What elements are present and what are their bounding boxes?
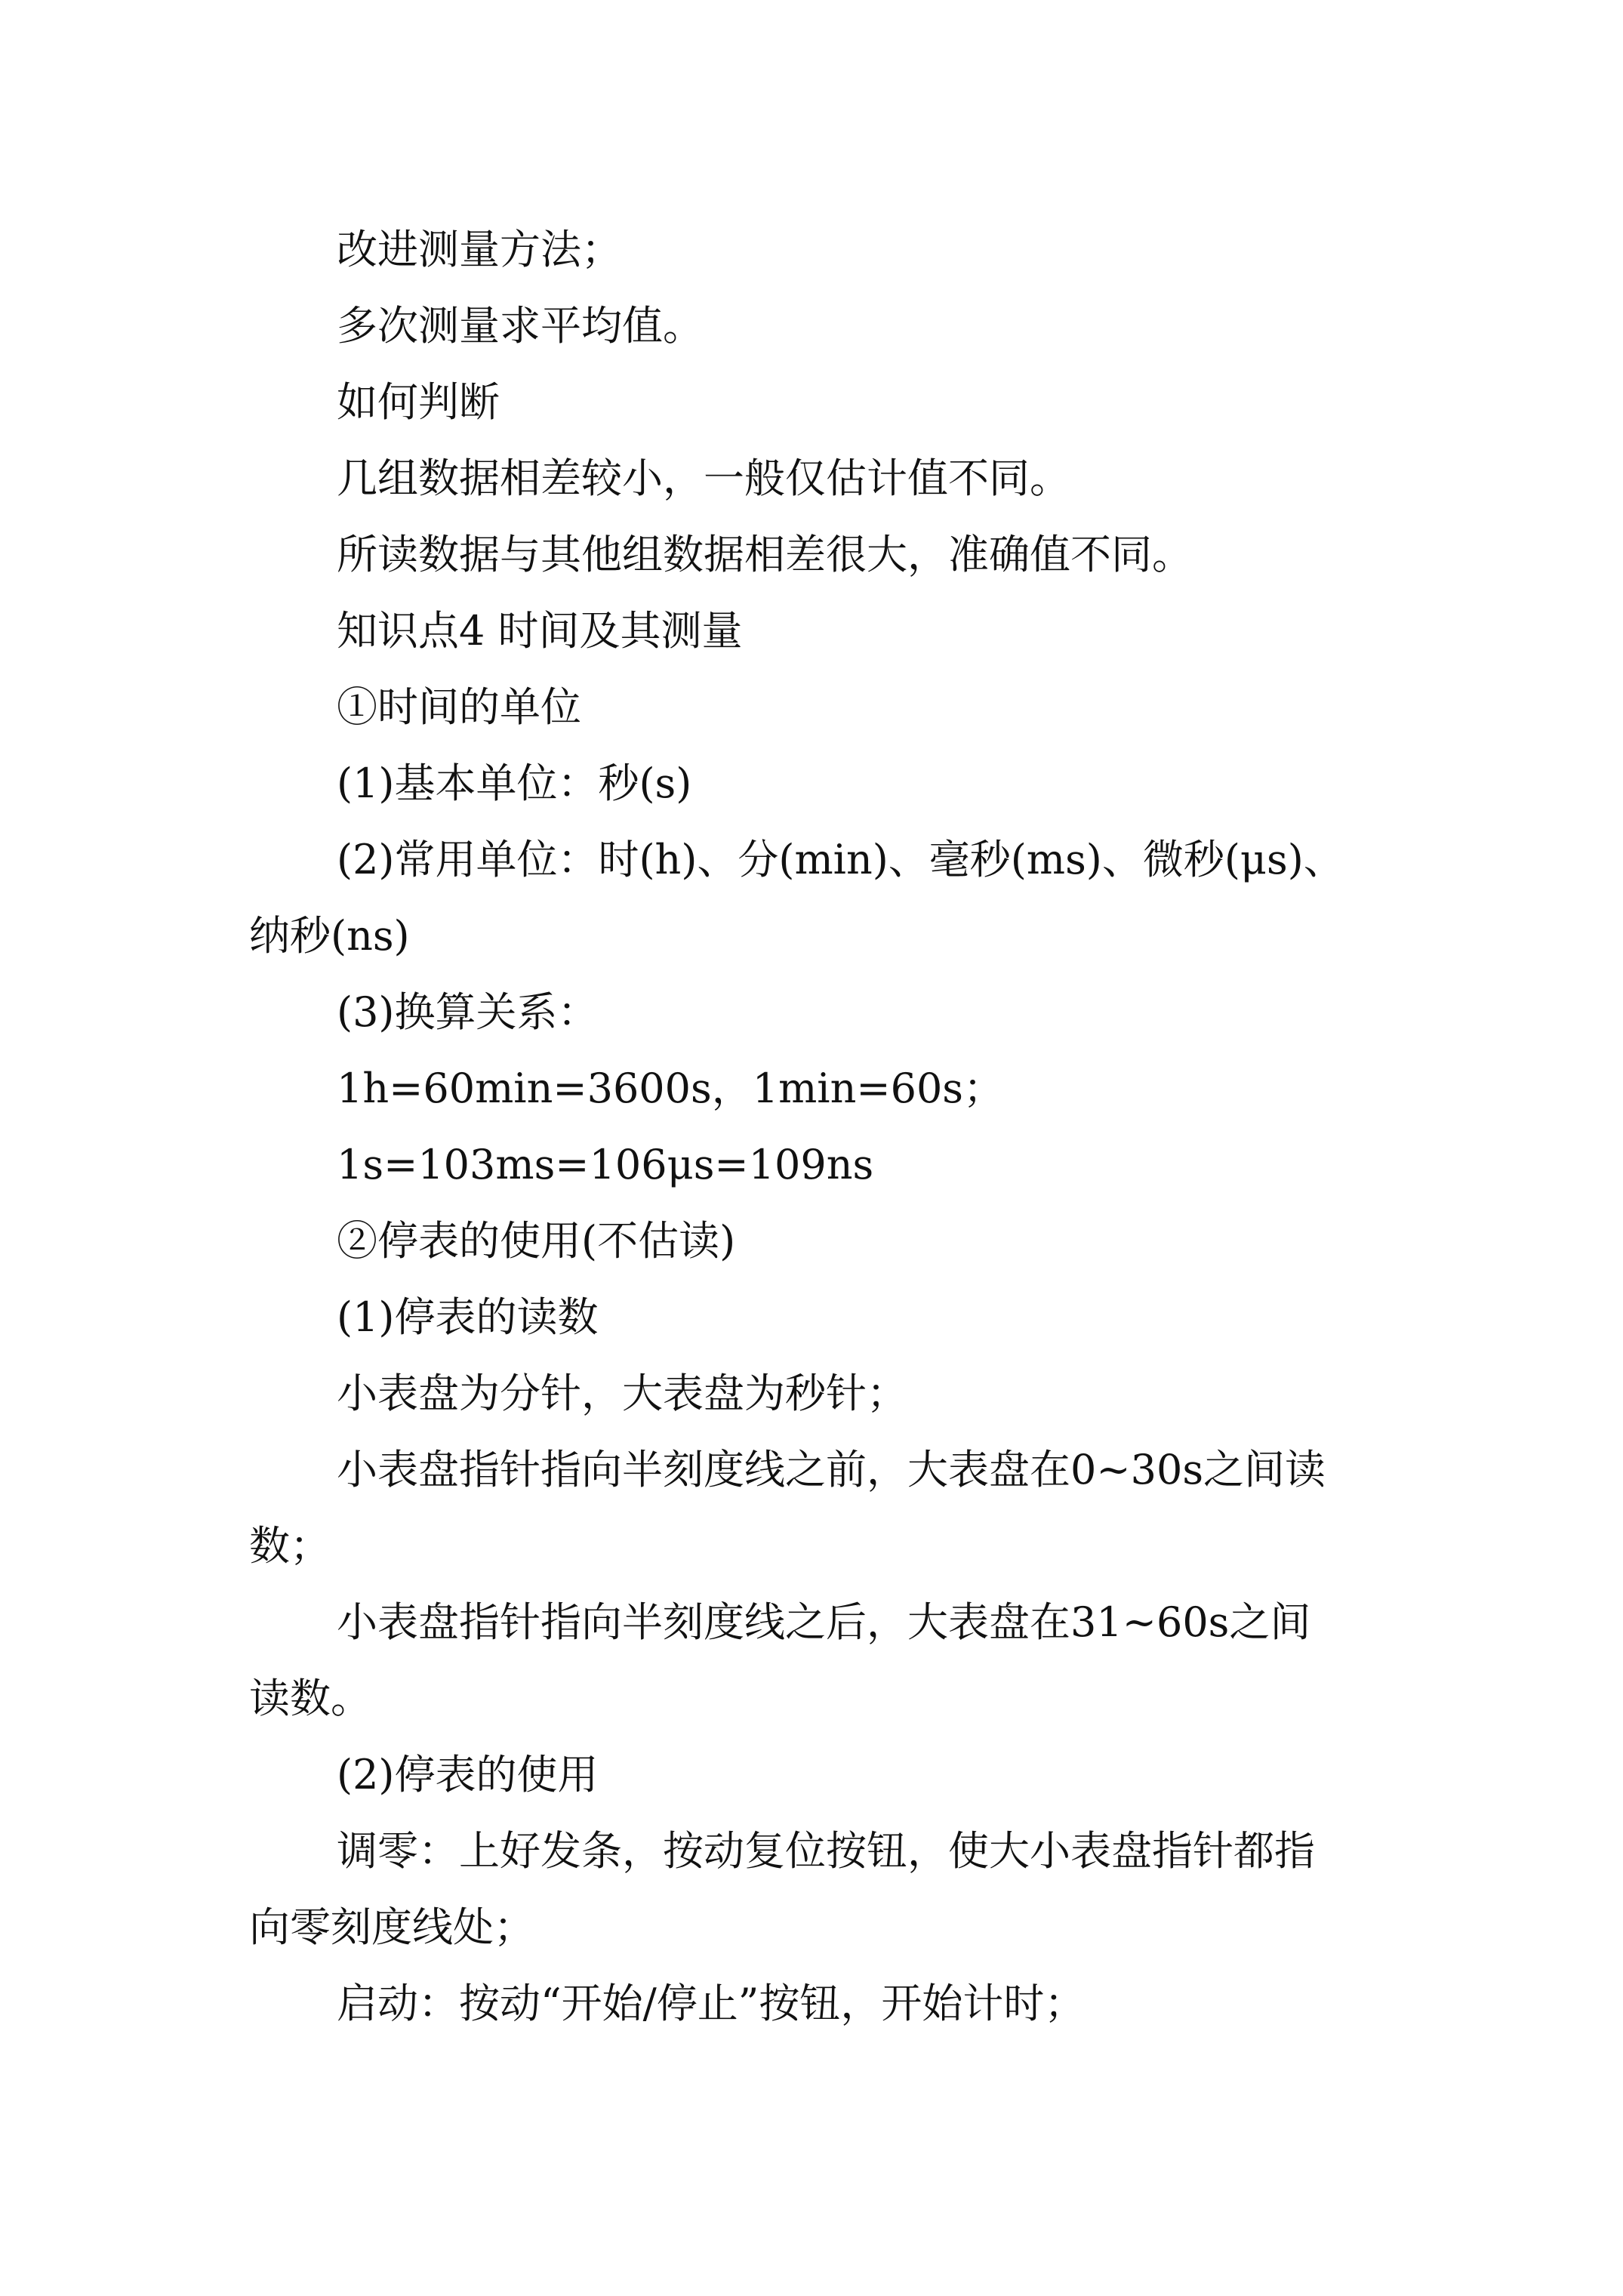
text-line: 改进测量方法； <box>337 226 622 273</box>
text-line-continuation: 纳秒(ns) <box>249 912 410 960</box>
text-line: 如何判断 <box>337 378 500 426</box>
section-heading: 知识点4 时间及其测量 <box>337 607 743 655</box>
formula-line: 1h=60min=3600s，1min=60s； <box>337 1065 1005 1112</box>
subsection-heading: ①时间的单位 <box>337 683 581 731</box>
text-line: 调零：上好发条，按动复位按钮，使大小表盘指针都指 <box>337 1827 1315 1875</box>
text-line-continuation: 读数。 <box>249 1675 371 1722</box>
text-line: 启动：按动“开始/停止”按钮，开始计时； <box>337 1980 1086 2027</box>
text-line: 所读数据与其他组数据相差很大，准确值不同。 <box>337 531 1193 578</box>
formula-line: 1s=103ms=106μs=109ns <box>337 1141 874 1188</box>
text-line: 小表盘指针指向半刻度线之前，大表盘在0~30s之间读 <box>337 1446 1326 1493</box>
text-line: (2)常用单位：时(h)、分(min)、毫秒(ms)、微秒(μs)、 <box>337 836 1344 883</box>
subsection-heading: ②停表的使用(不估读) <box>337 1217 736 1265</box>
text-line: 几组数据相差较小，一般仅估计值不同。 <box>337 455 1070 502</box>
text-line: (1)停表的读数 <box>337 1293 599 1341</box>
text-line: 小表盘指针指向半刻度线之后，大表盘在31~60s之间 <box>337 1598 1311 1646</box>
document-content <box>249 211 1427 2042</box>
text-line: (1)基本单位：秒(s) <box>337 760 692 807</box>
text-line: (3)换算关系： <box>337 988 599 1036</box>
text-line-continuation: 向零刻度线处； <box>249 1903 534 1951</box>
text-line: (2)停表的使用 <box>337 1751 599 1798</box>
text-line: 小表盘为分针，大表盘为秒针； <box>337 1370 907 1417</box>
text-line-continuation: 数； <box>249 1522 331 1570</box>
text-line: 多次测量求平均值。 <box>337 302 704 350</box>
